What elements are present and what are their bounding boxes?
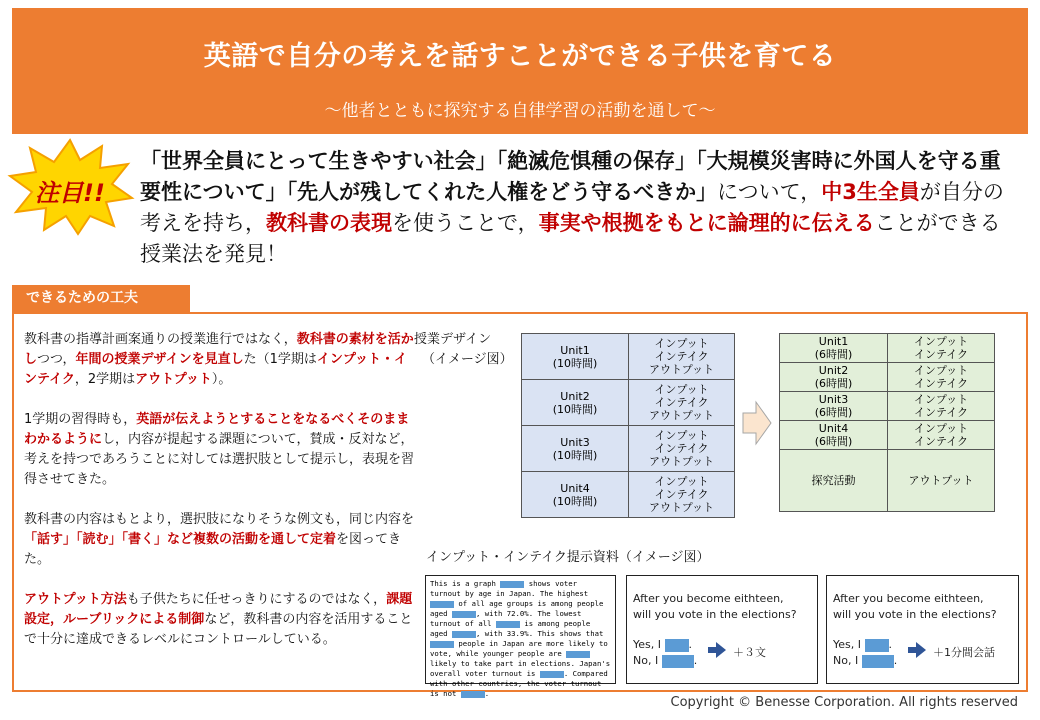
- question-line-2: will you vote in the elections?: [833, 608, 997, 621]
- answer-no-text: No, I: [633, 654, 659, 667]
- unit-hours: (10時間): [552, 402, 598, 416]
- headline-topics: 「世界全員にとって生きやすい社会」「絶滅危惧種の保存」「大規模災害時に外国人を守る重要性について」「先人が残してくれた人権をどう守るべきか」: [140, 149, 1001, 204]
- activity-cell: [629, 472, 735, 518]
- table-row: [780, 334, 995, 363]
- unit-cell: [522, 426, 629, 472]
- blank-box: [665, 639, 689, 652]
- p2-highlight-b: 英語が伝えようとすることをなるべくそのままわかるように: [24, 412, 410, 447]
- activity-cell: [888, 421, 995, 450]
- question-line-1: After you become eithteen,: [833, 592, 984, 605]
- blank-box: [496, 621, 520, 628]
- blank-box: [662, 655, 694, 668]
- headline-highlight-3: 事実や根拠をもとに論理的に伝える: [538, 211, 875, 235]
- activity-input: インプット: [913, 393, 969, 406]
- title-banner: [12, 8, 1028, 134]
- question-line-2: will you vote in the elections?: [633, 608, 797, 621]
- passage-text: This is a graph: [430, 579, 496, 588]
- method-description: [24, 330, 414, 670]
- activity-cell: [629, 380, 735, 426]
- headline-text-2: が自分の考えを持ち，: [140, 180, 1004, 235]
- p3-text-a: 教科書の内容はもとより，選択肢になりそうな例文も，同じ内容を: [24, 512, 415, 527]
- activity-input: インプット: [913, 422, 969, 435]
- task-result: ＋1分間会話: [933, 646, 995, 659]
- activity-intake: インテイク: [913, 348, 968, 361]
- passage-text: , with 33.9%. This shows that: [475, 629, 604, 638]
- unit-name: Unit2: [560, 389, 590, 403]
- inquiry-cell: 探究活動: [780, 450, 888, 512]
- p1-highlight-d: 年間の授業デザインを見直し: [75, 352, 244, 367]
- p1-text-e: た（1学期は: [243, 352, 317, 367]
- activity-intake: インテイク: [654, 442, 709, 455]
- task-result: ＋３文: [733, 646, 766, 659]
- answer-yes: Yes, I .: [833, 638, 892, 651]
- p2-text-c: し，内容が提起する課題について，賛成・反対など，考えを持つであろうことに対しては選択肢として提示し，表現を習得させてきた。: [24, 432, 415, 487]
- activity-cell: [888, 334, 995, 363]
- lesson-plan-before-table: [521, 333, 735, 518]
- answer-no-text: No, I: [833, 654, 859, 667]
- paragraph-1: [24, 330, 414, 390]
- design-label: [414, 330, 513, 370]
- activity-intake: インテイク: [654, 488, 709, 501]
- page-title: 英語で自分の考えを話すことができる子供を育てる: [203, 41, 837, 72]
- unit-name: Unit2: [818, 364, 849, 377]
- unit-cell: [780, 363, 888, 392]
- design-label-title: 授業デザイン: [414, 332, 492, 347]
- table-row: [780, 450, 995, 512]
- right-arrow-icon: [742, 400, 772, 446]
- question-line-1: After you become eithteen,: [633, 592, 784, 605]
- activity-cell: [629, 426, 735, 472]
- unit-name: Unit4: [560, 481, 590, 495]
- headline-text-4: ことができる授業法を発見！: [140, 211, 1001, 266]
- p4-highlight-c: 課題設定，ルーブリックによる制御: [24, 592, 413, 627]
- blank-box: [452, 611, 476, 618]
- answer-yes-text: Yes, I: [833, 638, 861, 651]
- activity-intake: インテイク: [913, 377, 968, 390]
- materials-label: インプット・インテイク提示資料（イメージ図）: [426, 550, 710, 565]
- answer-no: No, I .: [833, 654, 898, 667]
- activity-intake: インテイク: [654, 350, 709, 363]
- activity-cell: [888, 392, 995, 421]
- unit-hours: (10時間): [552, 448, 598, 462]
- paragraph-2: [24, 410, 414, 490]
- blank-box: [452, 631, 476, 638]
- unit-hours: (10時間): [552, 494, 598, 508]
- blank-box: [865, 639, 889, 652]
- headline-text-3: を使うことで，: [392, 211, 539, 235]
- unit-name: Unit1: [560, 343, 590, 357]
- p4-highlight-a: アウトプット方法: [24, 592, 127, 607]
- answer-no: No, I .: [633, 654, 698, 667]
- p1-text-i: ）。: [211, 372, 232, 387]
- unit-name: Unit1: [818, 335, 849, 348]
- activity-intake: インテイク: [654, 396, 709, 409]
- blank-box: [540, 671, 564, 678]
- p1-highlight-b: 教科書の素材を活かし: [24, 332, 414, 367]
- unit-name: Unit3: [818, 393, 849, 406]
- blank-box: [862, 655, 894, 668]
- activity-input: インプット: [913, 364, 969, 377]
- paragraph-3: [24, 510, 414, 570]
- passage-text: people in Japan are more likely to vote, while younger people are: [430, 639, 608, 658]
- unit-cell: [522, 334, 629, 380]
- table-row: [780, 363, 995, 392]
- blank-box: [430, 641, 454, 648]
- table-row: [522, 426, 735, 472]
- passage-text: is among people aged: [430, 619, 591, 638]
- p1-text-a: 教科書の指導計画案通りの授業進行ではなく，: [24, 332, 297, 347]
- activity-cell: [888, 363, 995, 392]
- table-row: [522, 472, 735, 518]
- blank-box: [430, 601, 454, 608]
- activity-output: アウトプット: [649, 409, 714, 422]
- table-row: [780, 421, 995, 450]
- activity-input: インプット: [913, 335, 969, 348]
- activity-intake: インテイク: [913, 435, 968, 448]
- activity-input: インプット: [654, 337, 709, 350]
- activity-input: インプット: [654, 475, 709, 488]
- passage-text: . Compared with other countries, the voter turnout is not: [430, 669, 608, 698]
- answer-yes: Yes, I .: [633, 638, 692, 651]
- unit-hours: (10時間): [552, 356, 598, 370]
- passage-text: .: [484, 689, 490, 698]
- p3-highlight-b: 「話す」「読む」「書く」など複数の活動を通して定着: [24, 532, 337, 547]
- passage-text: of all age groups is among people aged: [430, 599, 604, 618]
- headline-highlight-1: 中3生全員: [821, 180, 920, 204]
- activity-cell: [629, 334, 735, 380]
- p1-text-g: ，2学期は: [74, 372, 136, 387]
- design-label-note: （イメージ図）: [422, 352, 513, 367]
- output-cell: アウトプット: [888, 450, 995, 512]
- arrow-right-icon: [707, 640, 727, 660]
- p1-highlight-h: アウトプット: [135, 372, 212, 387]
- headline-highlight-2: 教科書の表現: [266, 211, 392, 235]
- unit-cell: [780, 334, 888, 363]
- headline-text-1: について，: [717, 180, 822, 204]
- section-label: できるための工夫: [12, 285, 190, 312]
- unit-cell: [522, 380, 629, 426]
- table-row: [522, 334, 735, 380]
- blank-box: [461, 691, 485, 698]
- paragraph-4: [24, 590, 414, 650]
- activity-intake: インテイク: [913, 406, 968, 419]
- blank-box: [500, 581, 524, 588]
- table-row: [780, 392, 995, 421]
- unit-cell: [780, 421, 888, 450]
- unit-name: Unit3: [560, 435, 590, 449]
- unit-cell: [780, 392, 888, 421]
- p1-text-c: つつ，: [37, 352, 76, 367]
- p1-highlight-f: インプット・インテイク: [24, 352, 407, 387]
- attention-text: 注目!!: [35, 179, 105, 207]
- activity-input: インプット: [654, 429, 709, 442]
- unit-cell: [522, 472, 629, 518]
- activity-input: インプット: [654, 383, 709, 396]
- unit-hours: (6時間): [814, 377, 853, 390]
- passage-text: likely to take part in elections. Japan's overall voter turnout is: [430, 659, 611, 678]
- unit-hours: (6時間): [814, 406, 853, 419]
- page-subtitle: ～他者とともに探究する自律学習の活動を通して～: [324, 101, 716, 121]
- unit-hours: (6時間): [814, 348, 853, 361]
- arrow-right-icon: [907, 640, 927, 660]
- headline: [140, 146, 1020, 270]
- p2-text-a: 1学期の習得時も，: [24, 412, 137, 427]
- unit-hours: (6時間): [814, 435, 853, 448]
- blank-box: [566, 651, 590, 658]
- lesson-plan-after-table: [779, 333, 995, 512]
- table-row: [522, 380, 735, 426]
- copyright-notice: Copyright © Benesse Corporation. All rights reserved: [670, 695, 1018, 710]
- question-card-1: [626, 575, 818, 684]
- p3-text-c: を図ってきた。: [24, 532, 402, 567]
- passage-text: shows voter turnout by age in Japan. The highest: [430, 579, 589, 598]
- p4-text-d: など，教科書の内容を活用することで十分に達成できるレベルにコントロールしている。: [24, 612, 413, 647]
- answer-yes-text: Yes, I: [633, 638, 661, 651]
- activity-output: アウトプット: [649, 363, 714, 376]
- question-card-2: [826, 575, 1019, 684]
- unit-name: Unit4: [818, 422, 849, 435]
- attention-badge: [6, 138, 134, 236]
- activity-output: アウトプット: [649, 455, 714, 468]
- reading-passage-card: [425, 575, 616, 698]
- activity-output: アウトプット: [649, 501, 714, 514]
- passage-text: , with 72.0%. The lowest turnout of all: [430, 609, 582, 628]
- p4-text-b: も子供たちに任せっきりにするのではなく，: [126, 592, 387, 607]
